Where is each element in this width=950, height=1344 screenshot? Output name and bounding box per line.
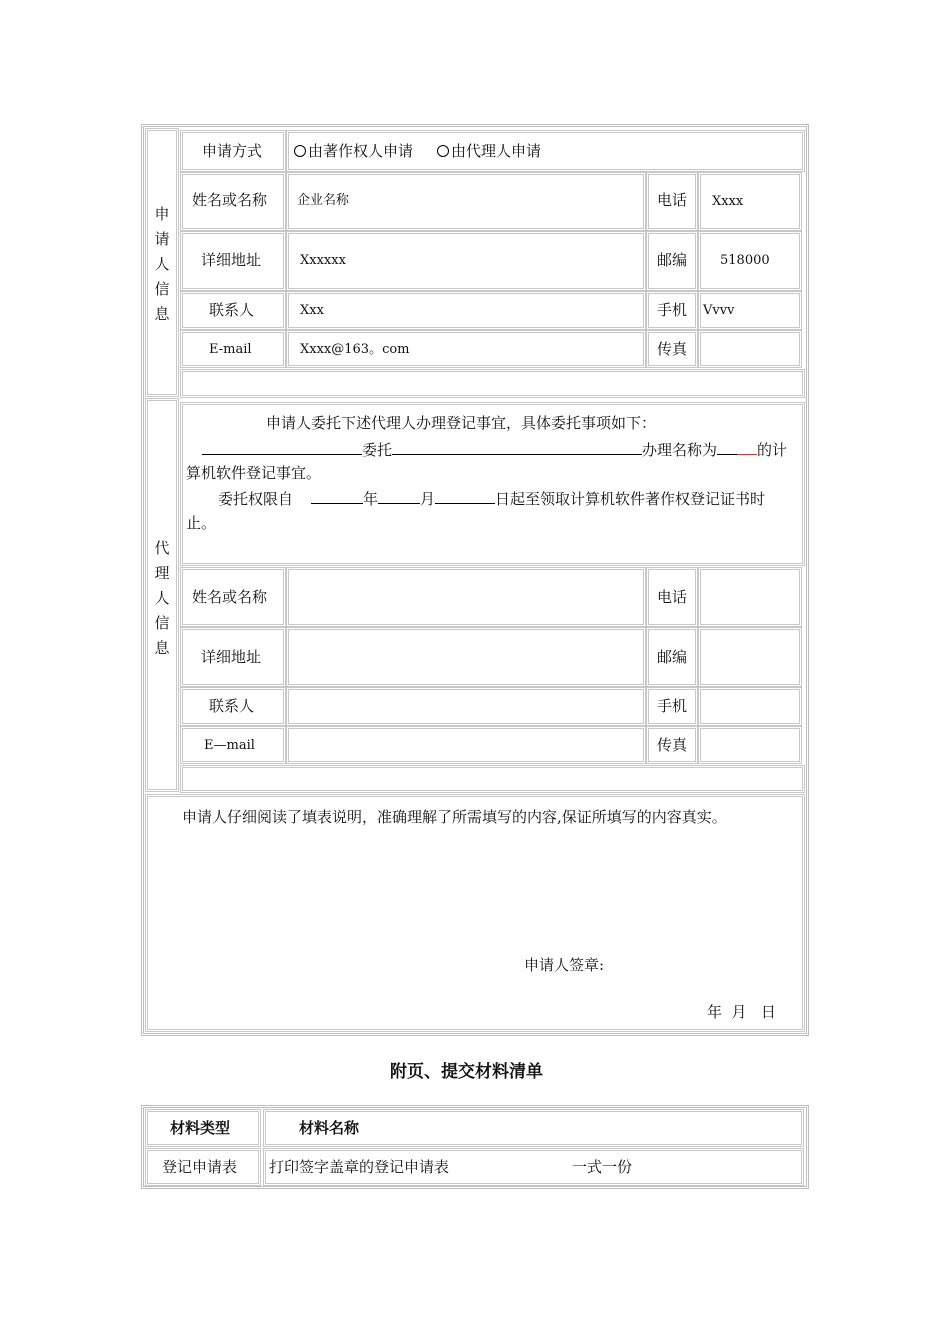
year-text: 年 [363, 490, 379, 508]
agent-contact-label: 联系人 [209, 697, 255, 715]
contact-value-cell [286, 291, 646, 330]
mobile-value: Vvvv [703, 303, 735, 318]
name-value: 企业名称 [297, 193, 350, 208]
entrust-line2-cont: 算机软件登记事宜。 [186, 464, 322, 482]
agent-email-value-cell [286, 726, 646, 764]
software-name-blank [717, 440, 737, 455]
period-prefix: 委托权限自 [218, 490, 294, 508]
mobile-label: 手机 [657, 301, 688, 319]
handle-name-text: 办理名称为 [642, 441, 718, 459]
agent-name-label: 姓名或名称 [192, 588, 268, 606]
agent-fax-value-cell [698, 726, 802, 764]
period-suffix: 日起至领取计算机软件著作权登记证书时 [495, 490, 766, 508]
entrust-period [218, 489, 765, 508]
applicant-section-label: 申请人信息 [154, 205, 170, 323]
method-label: 申请方式 [202, 142, 263, 160]
entrust-word: 委托 [362, 441, 393, 459]
option-by-agent-label: 由代理人申请 [451, 142, 542, 160]
option-by-copyright-owner[interactable] [294, 142, 413, 160]
materials-row-name: 打印签字盖章的登记申请表 [269, 1158, 450, 1176]
zip-value: 518000 [720, 253, 770, 268]
agent-spacer-row [180, 765, 805, 793]
agent-mobile-value-cell [698, 687, 802, 726]
address-label: 详细地址 [201, 251, 262, 269]
address-value: Xxxxxx [300, 253, 346, 268]
principal-blank [202, 440, 362, 455]
month-blank [378, 489, 420, 504]
declaration-text: 申请人仔细阅读了填表说明，准确理解了所需填写的内容,保证所填写的内容真实。 [182, 808, 727, 826]
radio-icon[interactable] [437, 145, 449, 157]
agent-mobile-label: 手机 [657, 697, 688, 715]
option-by-copyright-owner-label: 由著作权人申请 [308, 142, 414, 160]
agent-section-label: 代理人信息 [154, 539, 170, 657]
entrust-line4: 止。 [186, 514, 217, 532]
applicant-spacer-row [180, 369, 805, 398]
software-name-blank-red [737, 440, 757, 455]
entrust-line2 [202, 440, 787, 459]
agent-address-value-cell [286, 627, 646, 687]
entrust-line1: 申请人委托下述代理人办理登记事宜，具体委托事项如下： [266, 414, 657, 432]
month-text: 月 [420, 490, 436, 508]
appendix-title: 附页、提交材料清单 [390, 1062, 543, 1082]
contact-label: 联系人 [209, 301, 255, 319]
agent-blank [392, 440, 642, 455]
fax-label: 传真 [657, 340, 688, 358]
agent-name-value-cell [286, 567, 646, 627]
materials-row-type: 登记申请表 [162, 1158, 238, 1176]
option-by-agent[interactable] [437, 142, 541, 160]
materials-row-qty: 一式一份 [572, 1158, 633, 1176]
email-label: E-mail [209, 342, 252, 357]
radio-icon[interactable] [294, 145, 306, 157]
agent-phone-label: 电话 [657, 588, 688, 606]
declaration-date: 年 月 日 [707, 1003, 776, 1021]
email-value: Xxxx@163。com [300, 342, 410, 357]
agent-address-label: 详细地址 [201, 648, 262, 666]
year-blank [311, 489, 363, 504]
zip-label: 邮编 [657, 251, 688, 269]
phone-label: 电话 [657, 191, 688, 209]
fax-value-cell [698, 330, 802, 368]
signature-label: 申请人签章: [524, 956, 605, 974]
agent-phone-value-cell [698, 567, 802, 627]
contact-value: Xxx [300, 303, 324, 318]
of-computer-text: 的计 [757, 441, 788, 459]
agent-contact-value-cell [286, 687, 646, 726]
name-label: 姓名或名称 [192, 191, 268, 209]
agent-fax-label: 传真 [657, 736, 688, 754]
agent-zip-label: 邮编 [657, 648, 688, 666]
materials-header-name: 材料名称 [299, 1119, 360, 1137]
declaration-cell [145, 794, 805, 1032]
phone-value: Xxxx [712, 194, 744, 209]
day-blank [435, 489, 495, 504]
materials-header-type: 材料类型 [170, 1119, 231, 1137]
agent-email-label: E—mail [204, 738, 255, 753]
agent-zip-value-cell [698, 627, 802, 687]
